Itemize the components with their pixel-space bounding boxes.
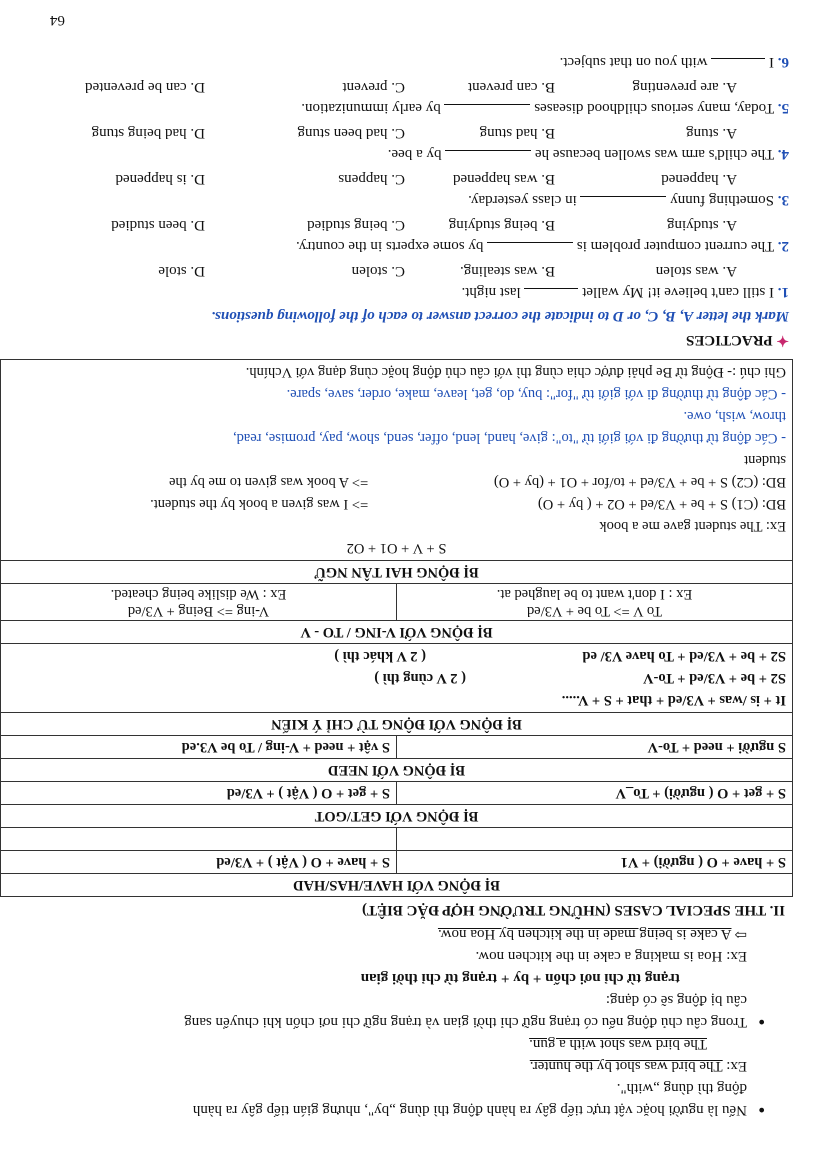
case1-formula: (C1) S + be + V3/ed + O2 + ( by + O) — [537, 496, 759, 512]
question-stem: The child's arm was swollen because he — [534, 146, 775, 162]
empty-cell — [397, 828, 793, 851]
question-stem-end: by some experts in the country. — [296, 238, 484, 254]
bullet-dot: ● — [758, 1016, 765, 1028]
ving-left-cell — [397, 584, 793, 621]
need-left-formula: S người + need + To-V — [397, 736, 793, 759]
to-verbs-line1: - Các động từ thường đi với giới từ "to": give, hand, lend, offer, send, show, pay, promise, read, — [232, 430, 786, 446]
q3-option-b[interactable]: B. was happened — [452, 171, 555, 187]
question-5 — [301, 99, 789, 117]
answer-blank[interactable] — [711, 58, 765, 71]
example-label: Ex: — [726, 1058, 747, 1074]
q4-option-b[interactable]: B. had stung — [479, 125, 555, 141]
question-stem: Something funny — [670, 192, 774, 208]
q1-option-c[interactable]: C. stolen — [351, 263, 405, 279]
answer-blank[interactable] — [487, 242, 573, 255]
intro-bullet2-line1: Trong câu chủ động nếu có trạng ngữ chỉ thời gian và trạng ngữ chỉ nơi chốn khi chuyển sang — [184, 1014, 747, 1030]
ving-right-formula: V-ing => Being + V3/ed — [127, 603, 270, 619]
two-objects-cell — [1, 360, 793, 561]
intro-bullet2-line2: câu bị động sẽ có dạng: — [605, 992, 747, 1008]
intro-formula: trạng từ chỉ nơi chốn + by + trạng từ chỉ thời gian — [360, 970, 680, 986]
note-line: Ghi chú :- Động từ Be phải được chia cùng thì với câu chủ động hoặc cùng dạng với Vchính. — [245, 364, 786, 380]
question-2 — [296, 237, 789, 255]
practices-instruction: Mark the letter A, B, C, or D to indicate the correct answer to each of the following questions. — [211, 308, 789, 324]
opinion-formula-3-text: S2 + be + V3/ed + To have V3/ ed — [582, 648, 786, 664]
question-stem: The current computer problem is — [576, 238, 775, 254]
for-verbs-line: - Các động từ thường đi với giới từ "for": buy, do, get, leave, make, order, save, spare. — [286, 386, 786, 402]
question-stem-end: by early immunization. — [301, 100, 441, 116]
q4-option-d[interactable]: D. had being stung — [91, 125, 205, 141]
answer-blank[interactable] — [445, 150, 531, 163]
q5-option-a[interactable]: A. are preventing — [632, 79, 737, 95]
question-4 — [388, 145, 789, 163]
q5-option-c[interactable]: C. prevent — [342, 79, 405, 95]
bullet-dot: ● — [758, 1104, 765, 1116]
get-left-formula: S + get + O ( người) + To_V — [397, 782, 793, 805]
intro-bullet1-line1: Nếu là người hoặc vật trực tiếp gây ra hành động thì dùng „by", nhưng gián tiếp gây ra hành — [192, 1102, 747, 1118]
q1-option-d[interactable]: D. stole — [158, 263, 205, 279]
opinion-formula-2-text: S2 + be + V3/ed + To-V — [643, 670, 786, 686]
opinion-formula-3-note: ( 2 V khác thì ) — [334, 648, 426, 664]
opinion-formula-3 — [7, 645, 786, 667]
opinion-formula-2 — [7, 667, 786, 689]
two-objects-title: BỊ ĐỘNG HAI TÂN NGỮ — [1, 561, 793, 584]
case2-result-continued: student — [744, 452, 786, 468]
q3-option-a[interactable]: A. happened — [661, 171, 737, 187]
q4-option-c[interactable]: C. had been stung — [297, 125, 405, 141]
question-number: 3. — [777, 192, 789, 208]
example2-result-text: A cake is being made in the kitchen by Hoa now. — [437, 926, 732, 942]
arrow-icon: ⇨ — [734, 926, 747, 942]
question-number: 1. — [777, 284, 789, 300]
q2-option-b[interactable]: B. being studying — [448, 217, 555, 233]
q2-option-d[interactable]: D. been studied — [111, 217, 205, 233]
q2-option-c[interactable]: C. being studied — [307, 217, 405, 233]
have-title: BỊ ĐỘNG VỚI HAVE/HAS/HAD — [1, 874, 793, 897]
question-6 — [560, 53, 789, 71]
question-1 — [462, 283, 790, 301]
question-number: 5. — [777, 100, 789, 116]
page-number: 64 — [50, 12, 65, 28]
answer-blank[interactable] — [581, 196, 667, 209]
have-right-formula: S + have + O ( Vật ) + V3/ed — [1, 851, 397, 874]
get-title: BỊ ĐỘNG VỚI GET/GOT — [1, 805, 793, 828]
question-stem: I — [769, 54, 774, 70]
q1-option-b[interactable]: B. was stealing. — [460, 263, 555, 279]
practices-title: PRACTICES — [685, 332, 773, 348]
q3-option-c[interactable]: C. happens — [338, 171, 405, 187]
question-stem: Today, many serious childhood diseases — [534, 100, 775, 116]
case1-label: BD: — [761, 496, 786, 512]
q1-option-a[interactable]: A. was stolen — [655, 263, 737, 279]
two-objects-example: Ex: The student gave me a book — [599, 518, 786, 534]
to-verbs-line2: throw, wish, owe. — [683, 408, 786, 424]
intro-example1 — [530, 1057, 747, 1075]
question-stem-end: last night. — [461, 284, 521, 300]
intro-example2: Ex: Hoa is making a cake in the kitchen now. — [475, 948, 747, 964]
opinion-formula-1: It + is /was + V3/ed + that + S + V..... — [561, 692, 786, 708]
opinion-title: BỊ ĐỘNG VỚI ĐỘNG TỪ CHỈ Ý KIẾN — [1, 713, 793, 736]
question-stem: I still can't believe it! My wallet — [582, 284, 774, 300]
empty-cell — [1, 828, 397, 851]
question-number: 6. — [777, 54, 789, 70]
question-number: 2. — [777, 238, 789, 254]
ving-left-example: Ex : I don't want to be laughed at. — [496, 586, 693, 602]
q5-option-b[interactable]: B. can prevent — [467, 79, 555, 95]
case1-line — [7, 493, 786, 515]
intro-bullet1-line2: động thì dùng „with". — [616, 1080, 747, 1096]
case2-result: => A book was given to me by the — [169, 474, 369, 490]
question-number: 4. — [777, 146, 789, 162]
q3-option-d[interactable]: D. is happened — [115, 171, 205, 187]
question-stem-end: in class yesterday. — [468, 192, 577, 208]
case2-formula: (C2) S + be + V3/ed + to/for + O1 + (by + O) — [493, 474, 759, 490]
question-3 — [468, 191, 789, 209]
intro-example2-result — [438, 925, 747, 943]
case2-label: BD: — [761, 474, 786, 490]
need-right-formula: S vật + need + V-ing / To be V3.ed — [1, 736, 397, 759]
practices-heading — [686, 331, 789, 349]
example1-sentence-b: The bird was shot with a gun. — [529, 1036, 707, 1052]
question-stem-end: by a bee. — [387, 146, 442, 162]
need-title: BỊ ĐỘNG VỚI NEED — [1, 759, 793, 782]
opinion-formulas — [1, 644, 793, 713]
star-icon: ✦ — [776, 332, 789, 348]
question-stem-end: with you on that subject. — [559, 54, 708, 70]
q4-option-a[interactable]: A. stung — [686, 125, 737, 141]
q2-option-a[interactable]: A. studying — [666, 217, 737, 233]
special-cases-table — [0, 359, 793, 897]
section2-title: II. THE SPECIAL CASES (NHỮNG TRƯỜNG HỢP ĐẶC BIỆT) — [362, 902, 785, 918]
ving-left-formula: To V => To be + V3/ed — [526, 603, 663, 619]
ving-right-cell — [1, 584, 397, 621]
ving-right-example: Ex : We dislike being cheated. — [110, 586, 287, 602]
opinion-formula-2-note: ( 2 V cùng thì ) — [374, 670, 466, 686]
case1-result: => I was given a book by the student. — [150, 496, 369, 512]
case2-line — [7, 471, 786, 493]
ving-title: BỊ ĐỘNG VỚI V-ING / TO - V — [1, 621, 793, 644]
have-left-formula: S + have + O ( người) + V1 — [397, 851, 793, 874]
answer-blank[interactable] — [445, 104, 531, 117]
q5-option-d[interactable]: D. can be prevented — [85, 79, 205, 95]
two-objects-formula: S + V + O1 + O2 — [346, 540, 447, 556]
answer-blank[interactable] — [524, 288, 578, 301]
example1-sentence-a: The bird was shot by the hunter. — [529, 1058, 723, 1074]
get-right-formula: S + get + O ( Vật ) + V3/ed — [1, 782, 397, 805]
